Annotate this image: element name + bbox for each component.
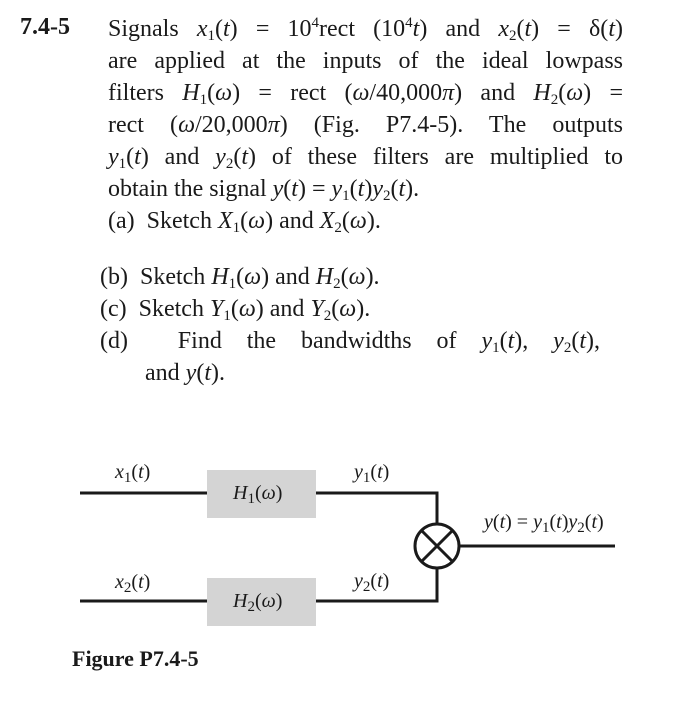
block-diagram <box>0 450 687 650</box>
statement-line-1: Signals $x_1(t)$ = $10^4rect$ $(10^4t)$ and $x_2(t) = \delta(t)$ <box>108 15 623 44</box>
statement-line-6: obtain the signal $y(t) = y_1(t)y_2(t)$. <box>108 176 420 204</box>
h2-label: $H_2(\omega)$ <box>233 590 283 615</box>
h1-label: $H_1(\omega)$ <box>233 482 283 507</box>
signal-lines <box>80 493 615 601</box>
statement-line-5: $y_1(t)$ and $y_2(t)$ of these filters are multiplied to <box>108 144 623 172</box>
y2-label: $y_2(t)$ <box>354 570 390 595</box>
output-label: $y(t) = y_1(t)y_2(t)$ <box>484 511 604 536</box>
problem-number: 7.4-5 <box>20 14 70 40</box>
part-d-continued: and y(t). <box>145 360 225 386</box>
part-d: (d) Find the bandwidths of $y_1(t)$, $y_2(t)$, <box>100 328 600 356</box>
x2-label: $x_2(t)$ <box>115 571 151 596</box>
statement-line-3: filters $H_1(\omega)$ = rect (ω/40,000π) and $H_2(\omega)$ = <box>108 80 623 108</box>
part-a: (a) Sketch $X_1(\omega)$ and $X_2(\omega)$. <box>108 208 381 236</box>
statement-line-4: rect (ω/20,000π) (Fig. P7.4-5). The outputs <box>108 112 623 138</box>
statement-line-2: are applied at the inputs of the ideal lowpass <box>108 48 623 74</box>
x1-label: $x_1(t)$ <box>115 461 151 486</box>
figure-caption: Figure P7.4-5 <box>72 646 199 671</box>
y1-label: $y_1(t)$ <box>354 461 390 486</box>
multiplier-icon <box>415 524 459 568</box>
y1-wire <box>316 493 437 528</box>
part-c: (c) Sketch $Y_1(\omega)$ and $Y_2(\omega)$. <box>100 296 371 324</box>
part-b: (b) Sketch $H_1(\omega)$ and $H_2(\omega)$. <box>100 264 380 292</box>
